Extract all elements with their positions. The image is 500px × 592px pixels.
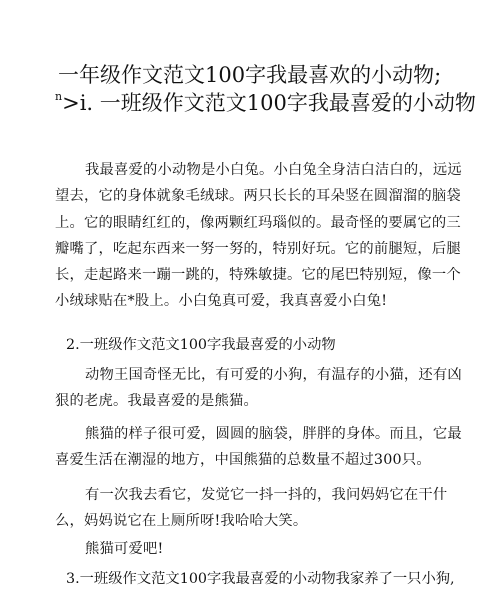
paragraph-1: 我最喜爱的小动物是小白兔。小白兔全身洁白洁白的，远远望去，它的身体就象毛绒球。两只长长的耳朵竖在圆溜溜的脑袋 上。它的眼睛红红的，像两颗红玛瑙似的。最奇怪的要属它的三 瓣嘴了，吃起东西来一努一努的，特别好玩。它的前腿短，后腿 长，走起路来一蹦一跳的，特殊敏捷。它的尾巴特别短，像一个 小绒球贴在*股上。小白兔真可爱，我真喜爱小白兔! xyxy=(55,162,462,310)
document-title: 一年级作文范文100字我最喜欢的小动物; xyxy=(58,63,442,87)
paragraph-5: 熊猫可爱吧! xyxy=(85,541,164,557)
paragraph-3: 熊猫的样子很可爱，圆圆的脑袋，胖胖的身体。而且，它最喜爱生活在潮湿的地方，中国熊猫的总数量不超过300只。 xyxy=(55,426,462,469)
subtitle-prefix: n xyxy=(55,90,63,103)
section-heading-3: 3.一班级作文范文100字我最喜爱的小动物我家养了一只小狗, xyxy=(66,571,455,587)
paragraph-4: 有一次我去看它，发觉它一抖一抖的，我问妈妈它在干什么，妈妈说它在上厕所呀!我哈哈大笑。 xyxy=(55,487,448,530)
subtitle-text: >i. 一班级作文范文100字我最喜爱的小动物 xyxy=(62,91,476,115)
section-heading-2: 2.一班级作文范文100字我最喜爱的小动物 xyxy=(66,337,336,353)
paragraph-2: 动物王国奇怪无比，有可爱的小狗，有温存的小猫，还有凶狠的老虎。我最喜爱的是熊猫。 xyxy=(55,367,462,410)
document-subtitle xyxy=(55,89,495,118)
